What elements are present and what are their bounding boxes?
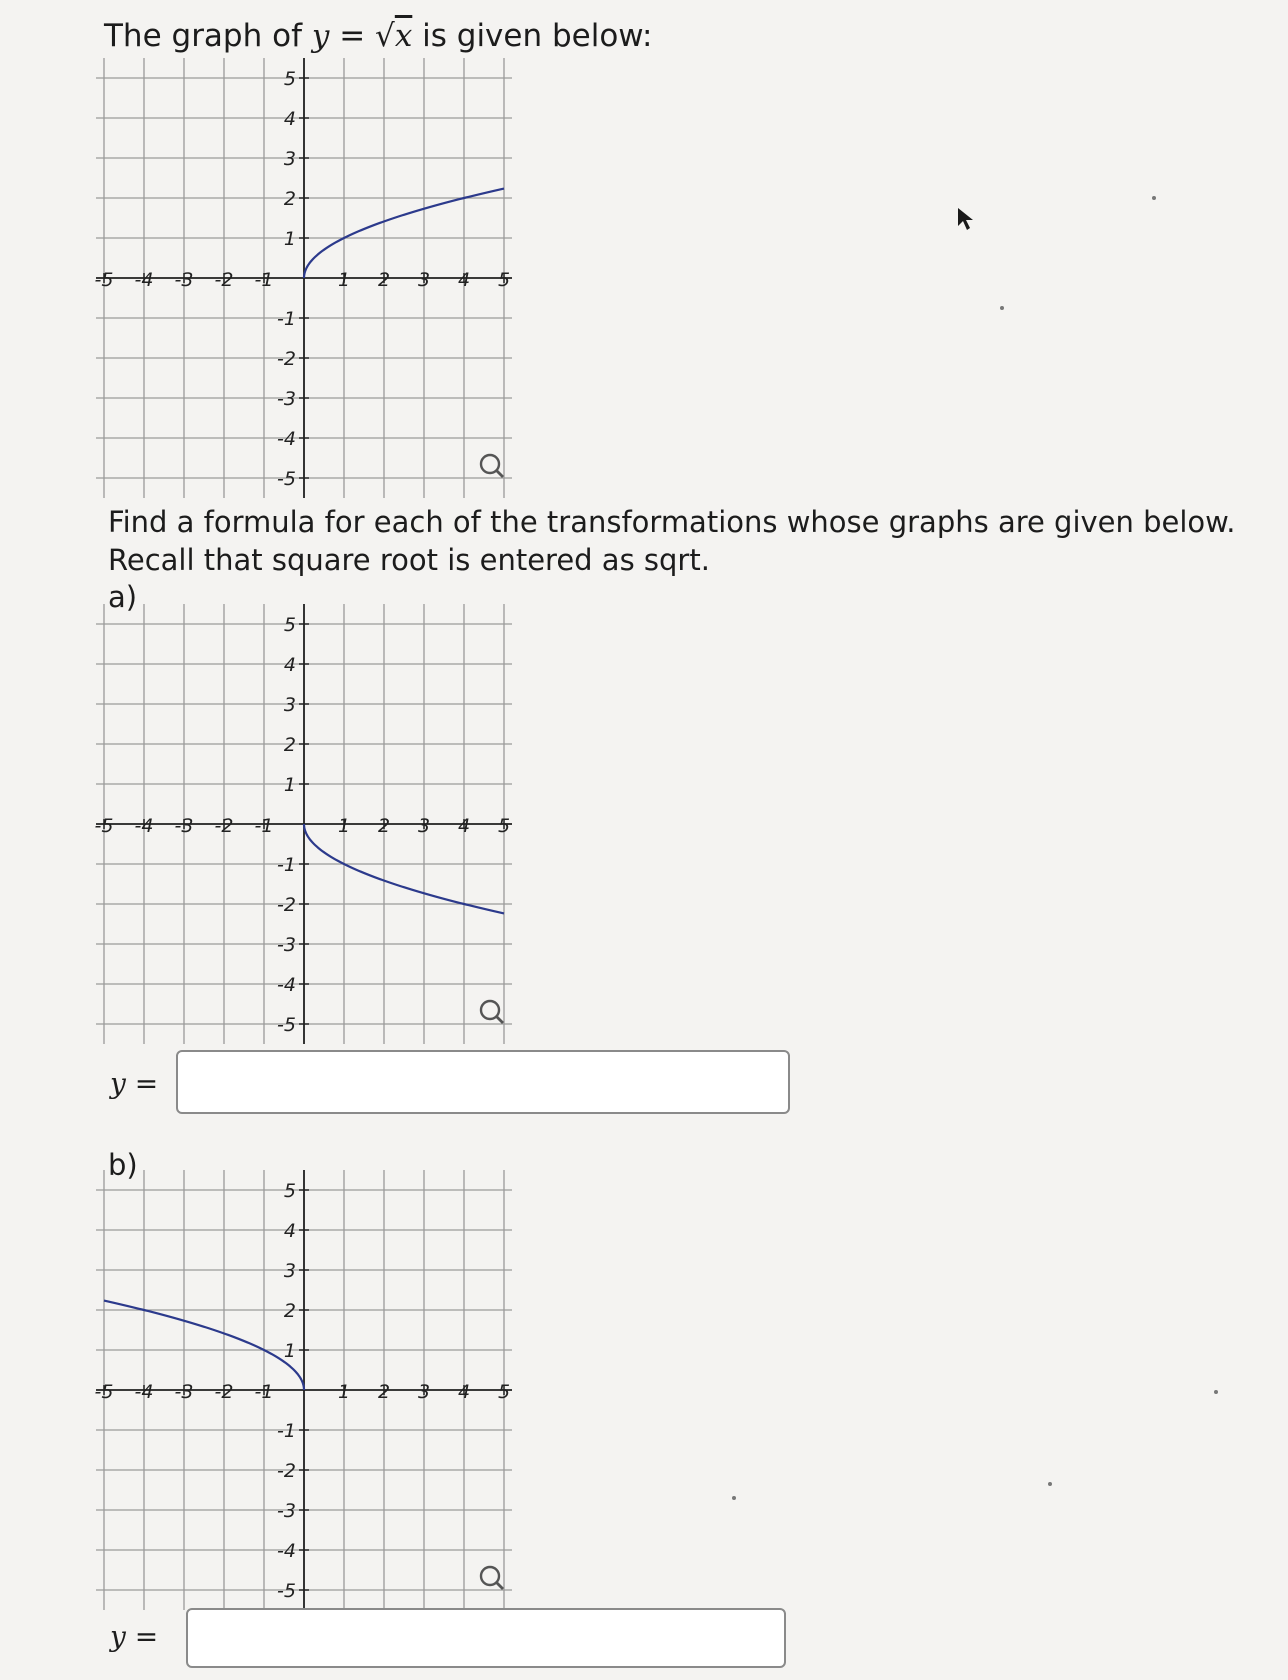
speck — [1048, 1482, 1052, 1486]
instructions-line2: Recall that square root is entered as sqrt. — [108, 543, 710, 577]
instructions — [108, 503, 1235, 579]
x-tick-label: -5 — [94, 1381, 114, 1403]
x-tick-label: -4 — [134, 269, 154, 291]
y-tick-label: 1 — [283, 774, 296, 796]
y-tick-label: 5 — [283, 614, 296, 636]
x-tick-label: -4 — [134, 1381, 154, 1403]
y-tick-label: -4 — [277, 974, 296, 996]
x-tick-label: -4 — [134, 815, 154, 837]
x-tick-label: -5 — [94, 815, 114, 837]
y-tick-label: 5 — [283, 68, 296, 90]
x-tick-label: 4 — [457, 815, 471, 837]
x-tick-label: 4 — [457, 1381, 471, 1403]
answer-b-input[interactable] — [186, 1608, 786, 1668]
x-tick-label: -1 — [254, 815, 274, 837]
x-tick-label: 3 — [417, 815, 431, 837]
x-tick-label: 1 — [337, 815, 351, 837]
y-tick-label: 1 — [283, 1340, 296, 1362]
x-tick-label: -3 — [174, 815, 194, 837]
graph-original — [94, 68, 544, 490]
function-curve — [304, 824, 504, 913]
magnifier-handle — [496, 1016, 503, 1023]
y-tick-label: -3 — [277, 1500, 296, 1522]
y-tick-label: -1 — [277, 1420, 296, 1442]
y-tick-label: -4 — [277, 428, 296, 450]
x-tick-label: 2 — [377, 815, 391, 837]
instructions-line1: Find a formula for each of the transformations whose graphs are given below. — [108, 505, 1236, 539]
intro-text: The graph of y = √x is given below: — [104, 18, 653, 54]
x-tick-label: 5 — [497, 269, 511, 291]
y-tick-label: -1 — [277, 308, 296, 330]
x-tick-label: -1 — [254, 269, 274, 291]
x-tick-label: 2 — [377, 1381, 391, 1403]
y-tick-label: 3 — [283, 148, 296, 170]
x-tick-label: 3 — [417, 269, 431, 291]
x-tick-label: 3 — [417, 1381, 431, 1403]
graph-part-b — [94, 1180, 544, 1602]
y-tick-label: -5 — [277, 468, 296, 490]
x-tick-label: -2 — [214, 269, 234, 291]
x-tick-label: -5 — [94, 269, 114, 291]
x-tick-label: -2 — [214, 815, 234, 837]
graph-part-a — [94, 614, 544, 1036]
part-a-label: a) — [108, 580, 138, 614]
y-tick-label: -1 — [277, 854, 296, 876]
y-tick-label: -5 — [277, 1014, 296, 1036]
y-tick-label: -4 — [277, 1540, 296, 1562]
speck — [1152, 196, 1156, 200]
magnifier-icon[interactable] — [481, 1001, 503, 1023]
y-tick-label: 4 — [283, 108, 296, 130]
magnifier-icon[interactable] — [481, 455, 503, 477]
y-tick-label: 3 — [283, 694, 296, 716]
y-tick-label: 4 — [283, 654, 296, 676]
x-tick-label: 5 — [497, 1381, 511, 1403]
x-tick-label: 2 — [377, 269, 391, 291]
y-tick-label: -5 — [277, 1580, 296, 1602]
y-tick-label: -2 — [277, 1460, 296, 1482]
x-tick-label: 1 — [337, 269, 351, 291]
function-curve — [304, 189, 504, 278]
x-tick-label: -2 — [214, 1381, 234, 1403]
x-tick-label: -3 — [174, 269, 194, 291]
x-tick-label: 5 — [497, 815, 511, 837]
part-b-label: b) — [108, 1148, 138, 1182]
answer-a-input[interactable] — [176, 1050, 790, 1114]
y-tick-label: -3 — [277, 388, 296, 410]
radical-sign: √ — [375, 18, 395, 54]
function-curve — [104, 1301, 304, 1390]
speck — [1000, 306, 1004, 310]
y-tick-label: -3 — [277, 934, 296, 956]
magnifier-handle — [496, 470, 503, 477]
x-tick-label: -3 — [174, 1381, 194, 1403]
y-tick-label: 5 — [283, 1180, 296, 1202]
mouse-cursor-icon — [956, 206, 978, 232]
magnifier-handle — [496, 1582, 503, 1589]
x-tick-label: 1 — [337, 1381, 351, 1403]
y-tick-label: 1 — [283, 228, 296, 250]
answer-a-prompt: y = — [110, 1067, 159, 1100]
y-tick-label: 2 — [283, 188, 296, 210]
x-tick-label: 4 — [457, 269, 471, 291]
y-tick-label: 3 — [283, 1260, 296, 1282]
y-tick-label: 2 — [283, 1300, 296, 1322]
speck — [732, 1496, 736, 1500]
magnifier-icon[interactable] — [481, 1567, 503, 1589]
speck — [1214, 1390, 1218, 1394]
x-tick-label: -1 — [254, 1381, 274, 1403]
y-tick-label: -2 — [277, 348, 296, 370]
y-tick-label: 2 — [283, 734, 296, 756]
y-tick-label: 4 — [283, 1220, 296, 1242]
answer-b-prompt: y = — [110, 1620, 159, 1653]
y-tick-label: -2 — [277, 894, 296, 916]
